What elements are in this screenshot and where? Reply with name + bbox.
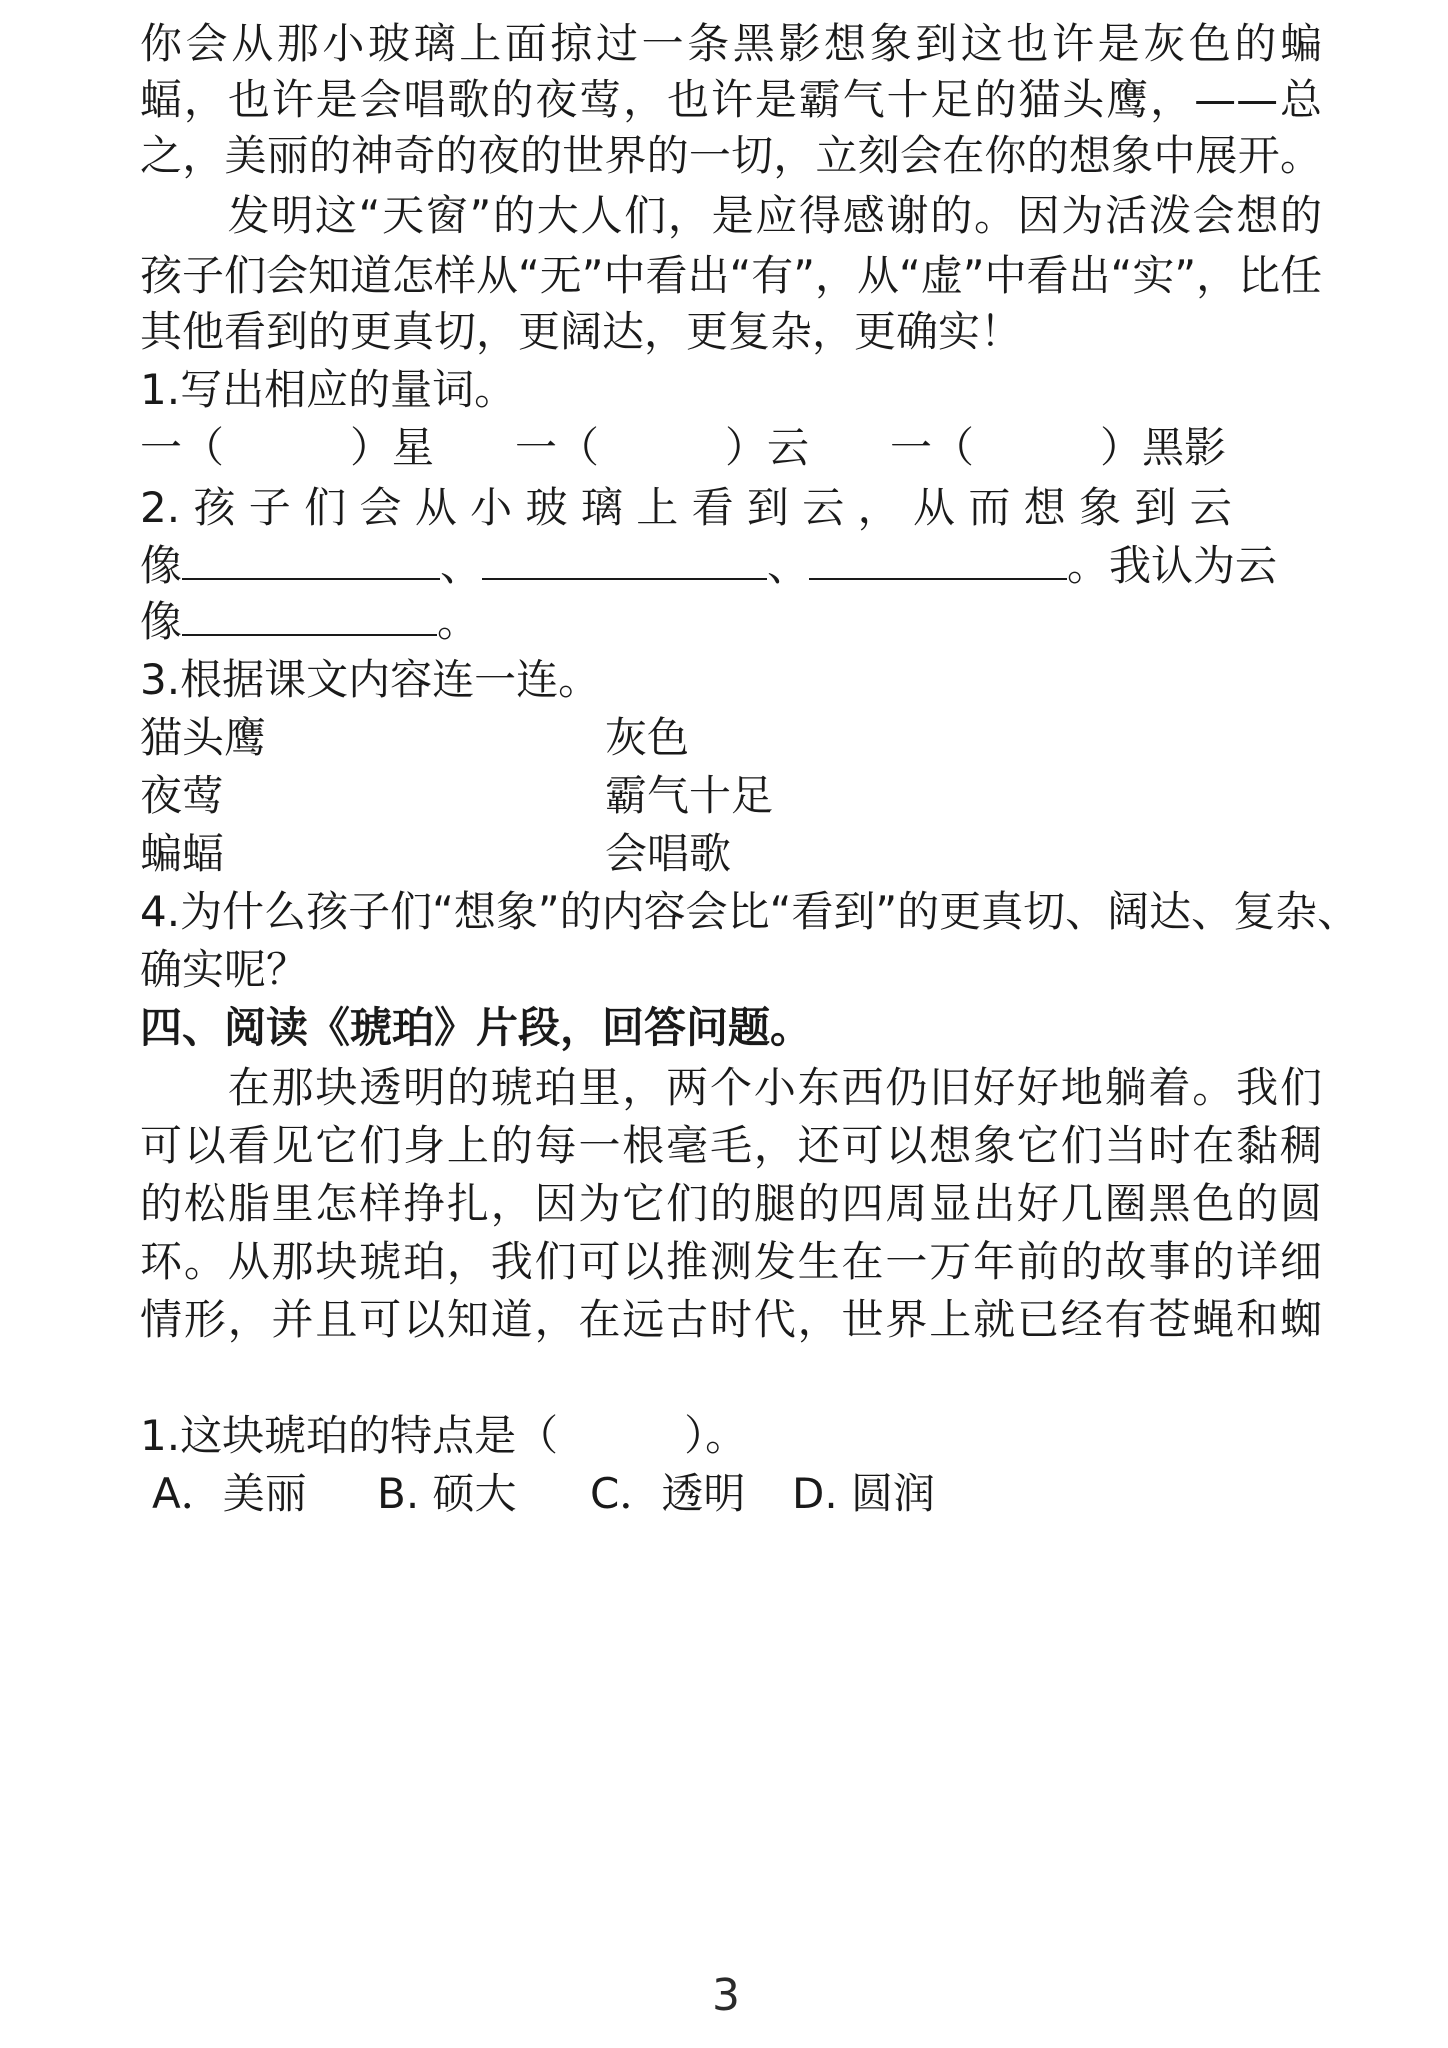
- passage-line: 可以看见它们身上的每一根毫毛，还可以想象它们当时在黏稠: [140, 1121, 1322, 1170]
- measure-word-item: 一（ ）云: [515, 423, 810, 472]
- measure-word-item: 一（ ）黑影: [890, 423, 1227, 472]
- match-right-item[interactable]: 会唱歌: [605, 829, 732, 878]
- passage-line: 在那块透明的琥珀里，两个小东西仍旧好好地躺着。我们: [140, 1063, 1322, 1112]
- question-2-prefix: 像: [140, 541, 183, 590]
- answer-blank[interactable]: [482, 538, 767, 580]
- passage-line: 你会从那小玻璃上面掠过一条黑影想象到这也许是灰色的蝙: [140, 19, 1322, 68]
- passage-line: 之，美丽的神奇的夜的世界的一切，立刻会在你的想象中展开。: [140, 131, 1322, 180]
- question-2-line: 2. 孩 子 们 会 从 小 玻 璃 上 看 到 云 ， 从 而 想 象 到 云: [140, 483, 1232, 532]
- question-2-line: [140, 538, 1322, 594]
- answer-blank[interactable]: [182, 538, 440, 580]
- option-d[interactable]: D. 圆润: [792, 1469, 936, 1518]
- option-a[interactable]: A．美丽: [152, 1469, 307, 1518]
- passage-line: 发明这“天窗”的大人们，是应得感谢的。因为活泼会想的: [140, 191, 1322, 240]
- question-1-title: 1.写出相应的量词。: [140, 365, 517, 414]
- answer-blank[interactable]: [809, 538, 1067, 580]
- match-row: [140, 768, 1322, 824]
- question-4-line: 4.为什么孩子们“想象”的内容会比“看到”的更真切、阔达、复杂、: [140, 887, 1360, 936]
- passage-line: 环。从那块琥珀，我们可以推测发生在一万年前的故事的详细: [140, 1237, 1322, 1286]
- answer-blank[interactable]: [182, 594, 437, 636]
- page-number: 3: [712, 1970, 740, 2021]
- match-row: [140, 710, 1322, 766]
- question-2-line: [140, 594, 1322, 650]
- sub-question-1-title: 1.这块琥珀的特点是（ ）。: [140, 1411, 748, 1460]
- option-b[interactable]: B. 硕大: [377, 1469, 517, 1518]
- section-heading: 四、阅读《琥珀》片段，回答问题。: [140, 1003, 813, 1052]
- passage-line: 的松脂里怎样挣扎，因为它们的腿的四周显出好几圈黑色的圆: [140, 1179, 1322, 1228]
- question-2-prefix: 像: [140, 597, 183, 646]
- question-2-suffix: 。我认为云: [1067, 541, 1278, 590]
- match-left-item[interactable]: 夜莺: [140, 771, 225, 820]
- match-right-item[interactable]: 霸气十足: [605, 771, 774, 820]
- passage-line: 蝠，也许是会唱歌的夜莺，也许是霸气十足的猫头鹰，——总: [140, 75, 1322, 124]
- separator: 、: [440, 541, 483, 590]
- question-4-line: 确实呢？: [140, 945, 309, 994]
- question-3-title: 3.根据课文内容连一连。: [140, 655, 601, 704]
- match-left-item[interactable]: 蝙蝠: [140, 829, 225, 878]
- passage-line: 其他看到的更真切，更阔达，更复杂，更确实！: [140, 307, 1023, 356]
- match-row: [140, 826, 1322, 882]
- separator: 、: [767, 541, 810, 590]
- option-c[interactable]: C．透明: [590, 1469, 746, 1518]
- match-left-item[interactable]: 猫头鹰: [140, 713, 267, 762]
- passage-line: 孩子们会知道怎样从“无”中看出“有”，从“虚”中看出“实”，比任: [140, 251, 1323, 300]
- question-2-suffix: 。: [437, 597, 480, 646]
- match-right-item[interactable]: 灰色: [605, 713, 690, 762]
- passage-line: 情形，并且可以知道，在远古时代，世界上就已经有苍蝇和蜘: [140, 1295, 1322, 1344]
- measure-word-item: 一（ ）星: [140, 423, 435, 472]
